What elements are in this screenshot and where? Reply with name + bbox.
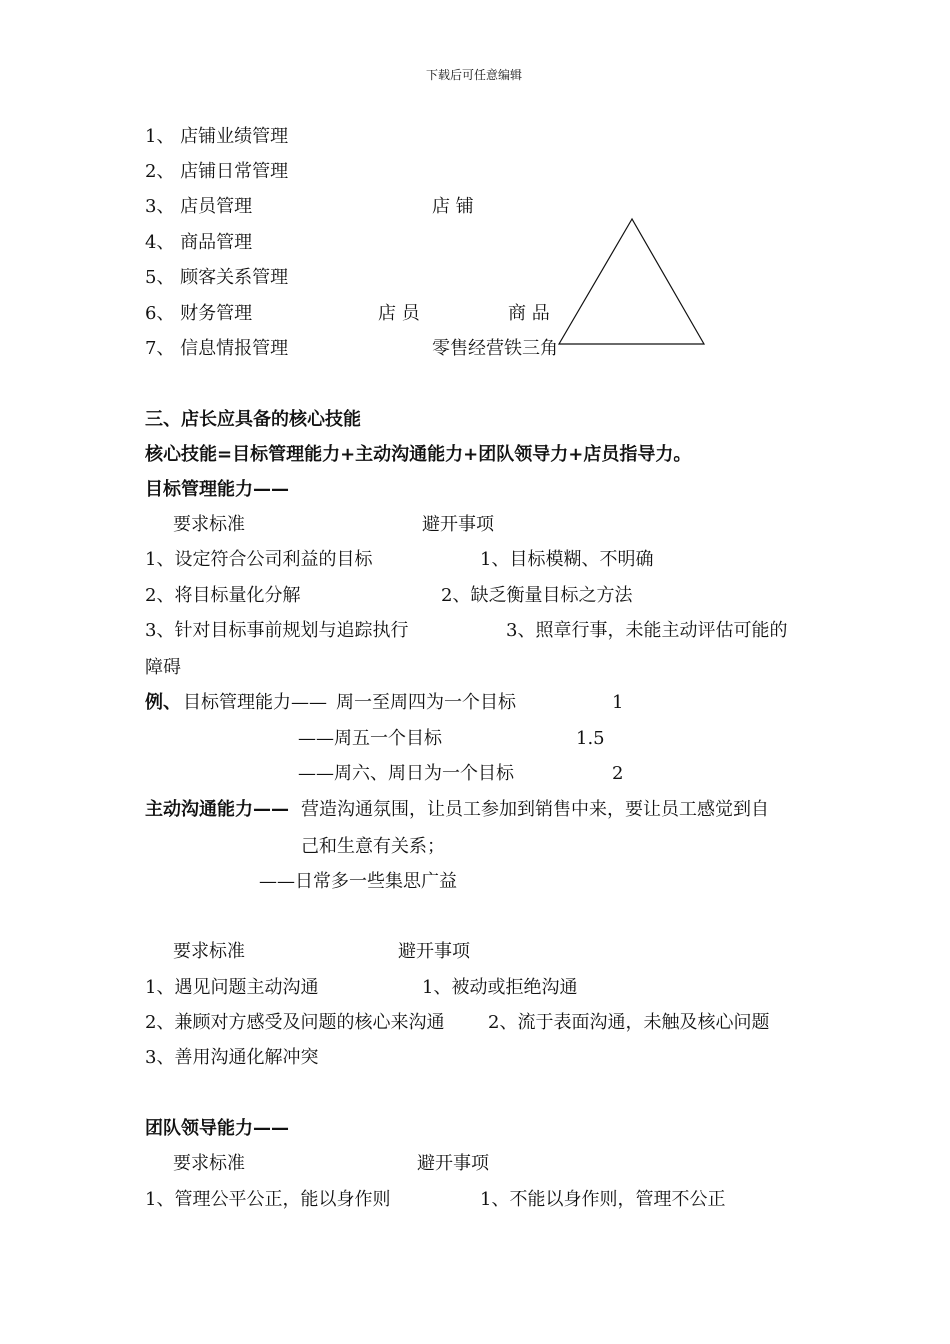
team-standard-item: 1、管理公平公正，能以身作则	[145, 1189, 391, 1210]
triangle-top-label: 店 铺	[432, 196, 474, 217]
list-item: 3、 店员管理	[145, 196, 253, 217]
example-lead: 目标管理能力——	[183, 692, 327, 713]
comm-col-avoid: 避开事项	[398, 941, 470, 962]
team-avoid-item: 1、不能以身作则，管理不公正	[480, 1189, 726, 1210]
goal-avoid-item: 2、缺乏衡量目标之方法	[441, 585, 633, 606]
team-col-avoid: 避开事项	[417, 1153, 489, 1174]
goal-avoid-item: 3、照章行事，未能主动评估可能的	[506, 620, 788, 641]
goal-avoid-item: 1、目标模糊、不明确	[480, 549, 654, 570]
goal-standard-item: 1、设定符合公司利益的目标	[145, 549, 373, 570]
comm-col-standard: 要求标准	[173, 941, 245, 962]
goal-standard-item: 3、针对目标事前规划与追踪执行	[145, 620, 409, 641]
triangle-shape	[556, 216, 708, 348]
section-title: 三、店长应具备的核心技能	[145, 409, 361, 430]
triangle-caption: 零售经营铁三角	[432, 338, 558, 359]
comm-standard-item: 3、善用沟通化解冲突	[145, 1047, 319, 1068]
list-item: 6、 财务管理	[145, 303, 253, 324]
example-row: 周一至周四为一个目标	[336, 692, 516, 713]
goal-col-avoid: 避开事项	[422, 514, 494, 535]
core-skills-formula: 核心技能=目标管理能力+主动沟通能力+团队领导力+店员指导力。	[145, 444, 692, 465]
list-item: 4、 商品管理	[145, 232, 253, 253]
comm-desc-extra: ——日常多一些集思广益	[259, 871, 457, 892]
goal-avoid-wrap: 障碍	[145, 657, 181, 678]
triangle-left-label: 店 员	[378, 303, 420, 324]
example-value: 2	[612, 763, 624, 784]
team-heading: 团队领导能力——	[145, 1118, 289, 1139]
comm-standard-item: 1、遇见问题主动沟通	[145, 977, 319, 998]
example-row: ——周五一个目标	[298, 728, 442, 749]
example-value: 1.5	[576, 728, 605, 749]
list-item: 1、 店铺业绩管理	[145, 126, 289, 147]
example-value: 1	[612, 692, 624, 713]
comm-standard-item: 2、兼顾对方感受及问题的核心来沟通	[145, 1012, 445, 1033]
team-col-standard: 要求标准	[173, 1153, 245, 1174]
goal-heading: 目标管理能力——	[145, 479, 289, 500]
comm-avoid-item: 1、被动或拒绝沟通	[422, 977, 578, 998]
comm-desc: 营造沟通氛围，让员工参加到销售中来，要让员工感觉到自	[301, 799, 769, 820]
comm-heading: 主动沟通能力——	[145, 799, 289, 820]
example-label: 例、	[145, 692, 181, 713]
goal-col-standard: 要求标准	[173, 514, 245, 535]
comm-desc-wrap: 己和生意有关系；	[301, 836, 445, 857]
example-row: ——周六、周日为一个目标	[298, 763, 514, 784]
list-item: 7、 信息情报管理	[145, 338, 289, 359]
comm-avoid-item: 2、流于表面沟通，未触及核心问题	[488, 1012, 770, 1033]
list-item: 2、 店铺日常管理	[145, 161, 289, 182]
page-header-note: 下载后可任意编辑	[426, 68, 523, 82]
list-item: 5、 顾客关系管理	[145, 267, 289, 288]
goal-standard-item: 2、将目标量化分解	[145, 585, 301, 606]
triangle-right-label: 商 品	[508, 303, 550, 324]
